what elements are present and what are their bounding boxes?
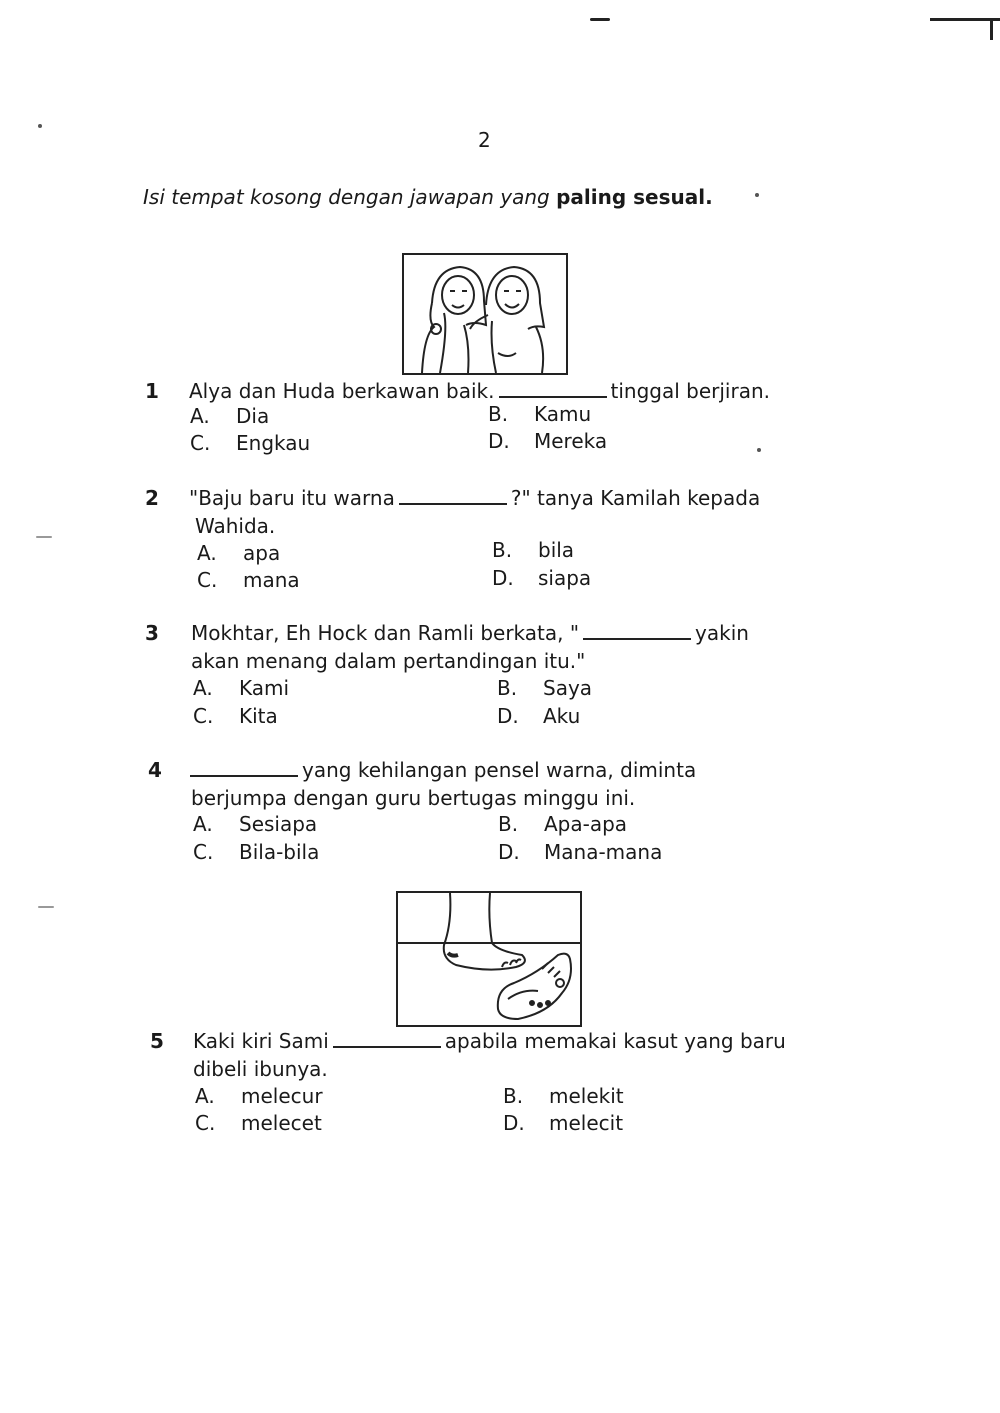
option-letter: D.: [498, 840, 520, 864]
answer-blank[interactable]: [499, 378, 607, 398]
option-c[interactable]: [197, 568, 300, 592]
option-letter: C.: [195, 1111, 216, 1135]
option-a[interactable]: [195, 1084, 323, 1108]
question-text: [189, 378, 770, 405]
question-text-after: ?" tanya Kamilah kepada: [510, 486, 761, 510]
question-text-line2: dibeli ibunya.: [193, 1057, 328, 1081]
question-number: 5: [150, 1029, 164, 1053]
option-letter: B.: [488, 402, 509, 426]
option-b[interactable]: [492, 538, 574, 562]
option-c[interactable]: [190, 431, 310, 455]
option-d[interactable]: [497, 704, 580, 728]
question-number: 4: [148, 758, 162, 782]
option-letter: A.: [193, 676, 213, 700]
option-text: melecur: [241, 1084, 323, 1108]
option-d[interactable]: [503, 1111, 623, 1135]
instruction-text: Isi tempat kosong dengan jawapan yang: [143, 185, 550, 209]
option-d[interactable]: [492, 566, 591, 590]
option-text: apa: [243, 541, 281, 565]
question-text-after: apabila memakai kasut yang baru: [444, 1029, 786, 1053]
option-c[interactable]: [193, 840, 319, 864]
option-a[interactable]: [193, 676, 289, 700]
option-d[interactable]: [488, 429, 607, 453]
option-text: Saya: [543, 676, 593, 700]
scan-dot: [38, 124, 42, 128]
scan-mark: [990, 18, 993, 40]
option-text: bila: [538, 538, 575, 562]
instruction: [143, 185, 713, 209]
option-text: melecit: [549, 1111, 624, 1135]
option-letter: C.: [193, 704, 214, 728]
option-text: melecet: [241, 1111, 322, 1135]
question-3: [145, 620, 845, 680]
question-text-line2: berjumpa dengan guru bertugas minggu ini.: [191, 786, 636, 810]
option-a[interactable]: [193, 812, 317, 836]
option-text: siapa: [538, 566, 592, 590]
option-text: Aku: [543, 704, 581, 728]
scan-dot: [755, 193, 759, 197]
question-text: [190, 757, 696, 784]
question-text: [193, 1028, 786, 1055]
option-text: mana: [243, 568, 300, 592]
option-letter: D.: [492, 566, 514, 590]
option-d[interactable]: [498, 840, 662, 864]
answer-blank[interactable]: [583, 620, 691, 640]
option-text: Mereka: [534, 429, 608, 453]
question-text-before: Kaki kiri Sami: [193, 1029, 329, 1053]
option-text: Sesiapa: [239, 812, 318, 836]
option-b[interactable]: [497, 676, 592, 700]
question-2: [145, 485, 845, 545]
question-text: [191, 620, 749, 647]
option-letter: B.: [503, 1084, 524, 1108]
option-letter: A.: [193, 812, 213, 836]
question-number: 2: [145, 486, 159, 510]
option-text: Kita: [239, 704, 278, 728]
option-b[interactable]: [488, 402, 591, 426]
option-text: Dia: [236, 404, 270, 428]
option-a[interactable]: [190, 404, 269, 428]
option-text: Kamu: [534, 402, 592, 426]
answer-blank[interactable]: [399, 485, 507, 505]
foot-and-shoe-illustration: [396, 891, 582, 1027]
option-text: Kami: [239, 676, 290, 700]
question-number: 1: [145, 379, 159, 403]
option-letter: C.: [197, 568, 218, 592]
scan-dash: [36, 536, 52, 538]
question-number: 3: [145, 621, 159, 645]
option-text: Engkau: [236, 431, 311, 455]
option-b[interactable]: [503, 1084, 624, 1108]
option-letter: C.: [190, 431, 211, 455]
scan-dash: [38, 906, 54, 908]
option-b[interactable]: [498, 812, 627, 836]
two-girls-illustration: [402, 253, 568, 375]
instruction-emphasis: paling sesual.: [556, 185, 713, 209]
option-text: Bila-bila: [239, 840, 320, 864]
page-number: 2: [478, 128, 491, 152]
option-text: Apa-apa: [544, 812, 628, 836]
option-letter: B.: [497, 676, 518, 700]
option-a[interactable]: [197, 541, 280, 565]
option-letter: C.: [193, 840, 214, 864]
option-letter: B.: [492, 538, 513, 562]
question-5: [150, 1028, 850, 1088]
option-c[interactable]: [193, 704, 278, 728]
question-text: [189, 485, 760, 512]
option-letter: A.: [197, 541, 217, 565]
question-text-line2: Wahida.: [195, 514, 276, 538]
option-letter: D.: [488, 429, 510, 453]
question-text-before: Alya dan Huda berkawan baik.: [189, 379, 495, 403]
option-text: melekit: [549, 1084, 624, 1108]
option-letter: A.: [195, 1084, 215, 1108]
option-text: Mana-mana: [544, 840, 663, 864]
option-letter: D.: [497, 704, 519, 728]
question-text-before: Mokhtar, Eh Hock dan Ramli berkata, ": [191, 621, 580, 645]
question-4: [148, 757, 848, 817]
answer-blank[interactable]: [190, 757, 298, 777]
question-text-line2: akan menang dalam pertandingan itu.": [191, 649, 586, 673]
option-letter: A.: [190, 404, 210, 428]
question-text-before: "Baju baru itu warna: [189, 486, 395, 510]
question-text-after: yakin: [695, 621, 749, 645]
option-letter: B.: [498, 812, 519, 836]
option-letter: D.: [503, 1111, 525, 1135]
answer-blank[interactable]: [333, 1028, 441, 1048]
scan-mark: [590, 18, 610, 21]
option-c[interactable]: [195, 1111, 322, 1135]
question-text-after: yang kehilangan pensel warna, diminta: [302, 758, 697, 782]
question-text-after: tinggal berjiran.: [610, 379, 770, 403]
